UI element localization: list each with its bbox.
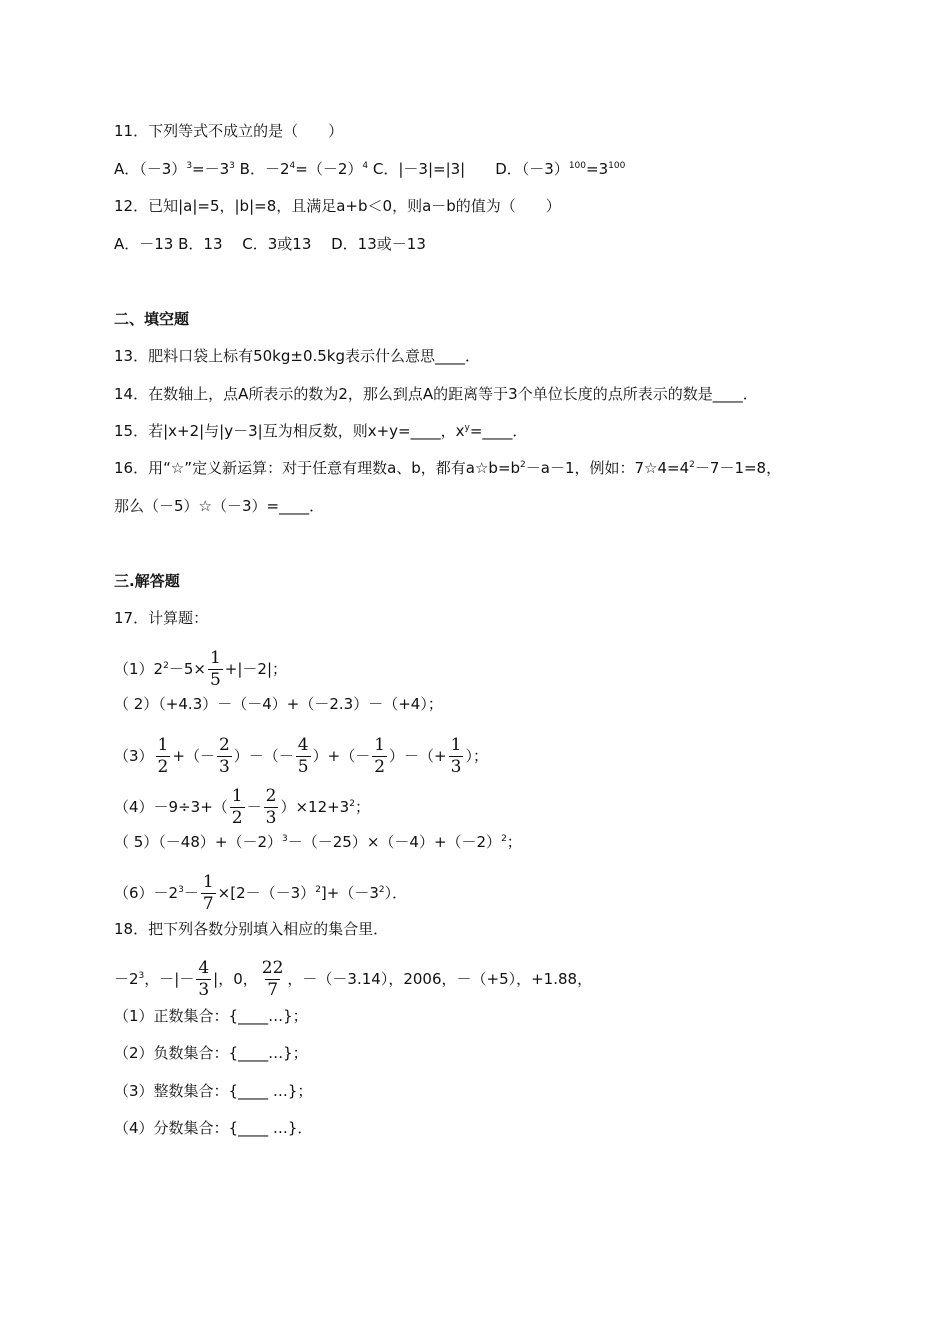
fraction: $\frac{1}{3}$: [450, 735, 462, 777]
q12-options: A．－13 B．13 C．3或13 D．13或－13: [114, 235, 426, 253]
fraction: $\frac{1}{7}$: [202, 872, 214, 914]
q17-part2: （ 2）（+4.3）－（－4）+（－2.3）－（+4）；: [114, 695, 443, 713]
q11-options: A．$(-3)^3=-3^3$ B．$-2^4=(-2)^4$ C．|－3|=|3| D．$(-3)^{100}=3^{100}$: [114, 160, 626, 178]
q17-part4: （4）－9÷3+（ $\frac{1}{2}$ － $\frac{2}{3}$ ）$\times 12+3^2$；: [114, 786, 370, 828]
section-fill-in-title: 二、填空题: [114, 310, 190, 328]
fraction: $\frac{2}{3}$: [265, 786, 277, 828]
q15-text: 15．若|x+2|与|y－3|互为相反数，则x+y=____，$x^y=\_\_\_\_$．: [114, 422, 528, 440]
q14-text: 14．在数轴上，点A所表示的数为2，那么到点A的距离等于3个单位长度的点所表示的数是____．: [114, 385, 758, 403]
q18-negative-set: （2）负数集合：{____…}；: [114, 1044, 308, 1062]
fraction: $\frac{22}{7}$: [261, 958, 284, 1000]
q17-part1: $(1)2^2-5\times$ $\frac{1}{5}$ +|－2|；: [114, 648, 288, 690]
fraction: $\frac{2}{3}$: [218, 735, 230, 777]
fraction: $\frac{1}{5}$: [209, 648, 221, 690]
q18-fraction-set: （4）分数集合：{____ …}．: [114, 1119, 313, 1137]
q11-stem: 11．下列等式不成立的是（ ）: [114, 122, 344, 140]
q18-numbers: $-2^3$，－|－ $\frac{4}{3}$ |，0， $\frac{22}{7}$ ，－（－3.14），2006，－（+5），+1.88，: [114, 958, 593, 1000]
q12-stem: 12．已知|a|=5，|b|=8，且满足a+b＜0，则a－b的值为（ ）: [114, 197, 561, 215]
q17-part5: （ $5)(-48)+(-2)^3-(-25)\times(-4)+(-2)^2$；: [114, 833, 522, 851]
q13-text: 13．肥料口袋上标有50kg±0.5kg表示什么意思____．: [114, 347, 481, 365]
fraction: $\frac{4}{5}$: [297, 735, 309, 777]
q17-part3: （3） $\frac{1}{2}$ +（－ $\frac{2}{3}$ ）－（－ $\frac{4}{5}$ ）+（－ $\frac{1}{2}$ ）－（+ $\frac{1}{3}$ ）；: [114, 735, 488, 777]
q16-text: 16．用“☆”定义新运算：对于任意有理数a、b，都有$a☆b=b^2-a-1$，例如：$7☆4=4^2-7-1=8$，: [114, 459, 782, 477]
q17-stem: 17．计算题：: [114, 609, 209, 627]
q16-text-line2: 那么（－5）☆（－3）=____．: [114, 497, 325, 515]
q17-part6: $(6)-2^3-$ $\frac{1}{7}$ $\times[2-(-3)^2]+(-3^2)$．: [114, 872, 408, 914]
fraction: $\frac{1}{2}$: [374, 735, 386, 777]
fraction: $\frac{4}{3}$: [198, 958, 210, 1000]
q18-integer-set: （3）整数集合：{____ …}；: [114, 1082, 313, 1100]
fraction: $\frac{1}{2}$: [231, 786, 243, 828]
fraction: $\frac{1}{2}$: [157, 735, 169, 777]
q18-stem: 18．把下列各数分别填入相应的集合里．: [114, 920, 389, 938]
section-solve-title: 三.解答题: [114, 572, 180, 590]
q18-positive-set: （1）正数集合：{____…}；: [114, 1007, 308, 1025]
